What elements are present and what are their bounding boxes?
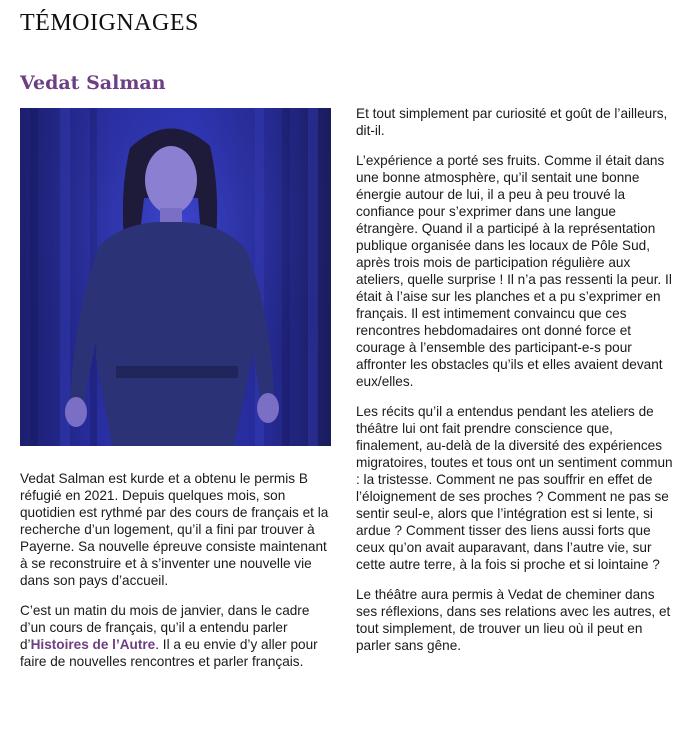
paragraph: C’est un matin du mois de janvier, dans le cadre d’un cours de français, qu’il a entendu parler d’Histoires de l’Autre. Il a eu envie d’y aller pour faire de nouvelles rencontres et parler français.: [20, 603, 318, 669]
paragraph: Vedat Salman est kurde et a obtenu le permis B réfugié en 2021. Depuis quelques mois, son quotidien est rythmé par des cours de français et la recherche d’un logement, qu’il a fini par trouver à Payerne. Sa nouvelle épreuve consiste maintenant à se reconstruire et à s’inventer une nouvelle vie dans son pays d’accueil.: [20, 471, 329, 588]
paragraph: Le théâtre aura permis à Vedat de cheminer dans ses réflexions, dans ses relations avec les autres, et tout simplement, de trouver un lieu où il peut en parler sans gêne.: [356, 587, 671, 653]
paragraph: L’expérience a porté ses fruits. Comme il était dans une bonne atmosphère, qu’il sentait une bonne énergie autour de lui, il a peu à peu trouvé la confiance pour s’exprimer dans une langue étrangère. Quand il a participé à la représentation publique organisée dans les locaux de Pôle Sud, après trois mois de participation régulière aux ateliers, quelle surprise ! Il n’a pas ressenti la peur. Il était à l’aise sur les planches et a pu s’exprimer en français. Il est intimement convaincu que ces rencontres hebdomadaires ont donné force et courage à l’ensemble des participant-e-s pour affronter les obstacles qu’ils et elles avaient devant eux/elles.: [356, 153, 672, 389]
paragraph: Et tout simplement par curiosité et goût de l’ailleurs, dit-il.: [356, 106, 668, 138]
section-title: TÉMOIGNAGES: [20, 10, 199, 36]
right-column: [356, 105, 676, 667]
left-column: [20, 470, 338, 683]
program-name-link: Histoires de l’Autre: [30, 637, 156, 652]
person-name: Vedat Salman: [20, 72, 166, 94]
person-on-stage-photo: [20, 108, 331, 446]
paragraph: Les récits qu’il a entendus pendant les ateliers de théâtre lui ont fait prendre conscience que, finalement, au-delà de la diversité des expériences migratoires, toutes et tous ont un sentiment commun : la tristesse. Comment ne pas souffrir en effet de l’éloignement de ses proches ? Comment ne pas se sentir seul-e, alors que l’intégration est si lente, si ardue ? Comment tisser des liens aussi forts que ceux qu’on avait auparavant, dans l’autre vie, sur cette autre terre, à la fois si proche et si lointaine ?: [356, 404, 673, 572]
